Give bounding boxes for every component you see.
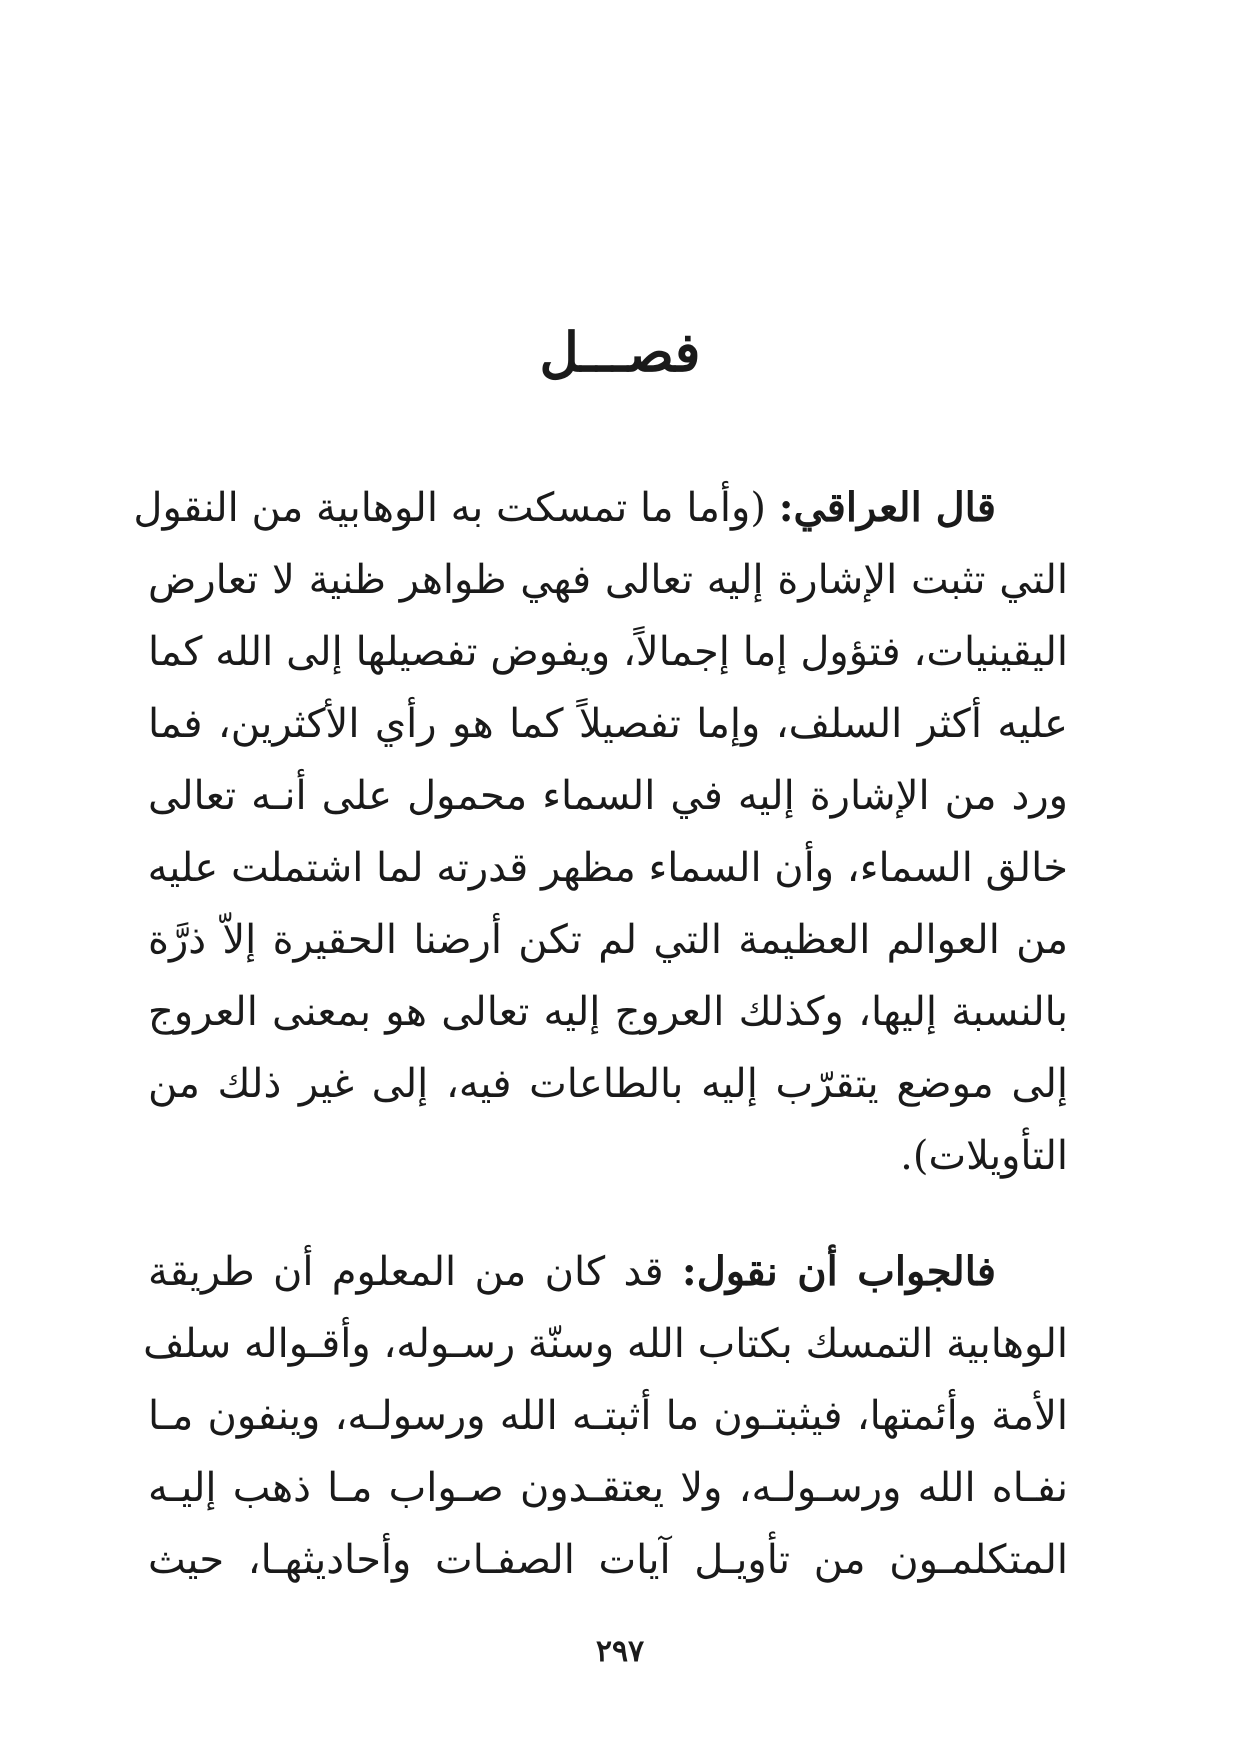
speaker-label: فالجواب أن نقول: (681, 1248, 997, 1295)
text-line: إلى موضع يتقرّب إليه بالطاعات فيه، إلى غير ذلك من (148, 1061, 1068, 1107)
text-line: عليه أكثر السلف، وإما تفصيلاً كما هو رأي الأكثرين، فما (148, 701, 1068, 747)
text-line: فالجواب أن نقول: قد كان من المعلوم أن طريقة (148, 1248, 997, 1295)
text-line: نفـاه الله ورسـولـه، ولا يعتقـدون صـواب مـا ذهب إليـه (148, 1465, 1068, 1511)
text-line: من العوالم العظيمة التي لم تكن أرضنا الحقيرة إلاّ ذرَّة (148, 917, 1068, 963)
text-line: التأويلات). (900, 1133, 1068, 1179)
page-number: ٢٩٧ (595, 1634, 645, 1669)
paragraph-iraqi-quote (133, 472, 1068, 1192)
text-line: الوهابية التمسك بكتاب الله وسنّة رسـوله، وأقـواله سلف (143, 1321, 1068, 1367)
text-line: ورد من الإشارة إليه في السماء محمول على أنـه تعالى (148, 773, 1068, 819)
text-line: قال العراقي: (وأما ما تمسكت به الوهابية من النقول (133, 484, 996, 531)
section-title: فصـــل (539, 320, 701, 384)
speaker-label: قال العراقي: (778, 484, 996, 531)
text-line: بالنسبة إليها، وكذلك العروج إليه تعالى هو بمعنى العروج (148, 989, 1068, 1035)
text-line: اليقينيات، فتؤول إما إجمالاً، ويفوض تفصيلها إلى الله كما (148, 629, 1068, 675)
text-line: التي تثبت الإشارة إليه تعالى فهي ظواهر ظنية لا تعارض (148, 557, 1068, 603)
text-line: خالق السماء، وأن السماء مظهر قدرته لما اشتملت عليه (147, 845, 1068, 891)
text-line: المتكلمـون من تأويـل آيات الصفـات وأحاديثهـا، حيث (148, 1537, 1068, 1583)
text-line: الأمة وأئمتها، فيثبتـون ما أثبتـه الله ورسولـه، وينفون مـا (148, 1393, 1068, 1439)
paragraph-answer (143, 1236, 1068, 1596)
